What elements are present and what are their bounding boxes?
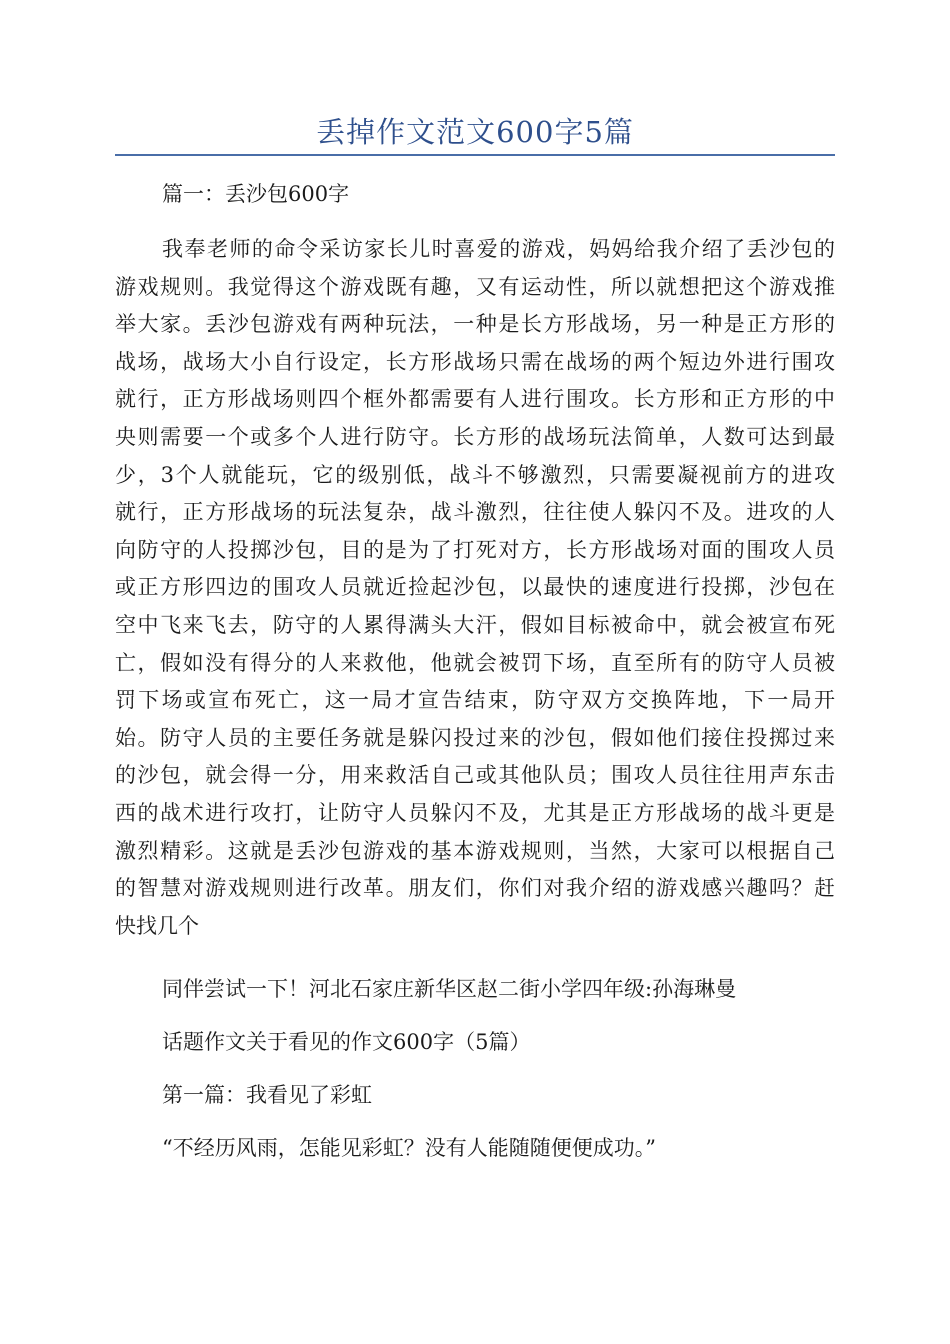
title-underline [115, 154, 835, 156]
body-line: 罚下场或宣布死亡，这一局才宣告结束，防守双方交换阵地，下一局开 [115, 688, 835, 713]
body-line: 举大家。丢沙包游戏有两种玩法，一种是长方形战场，另一种是正方形的 [115, 312, 835, 337]
body-line: 少，3个人就能玩，它的级别低，战斗不够激烈，只需要凝视前方的进攻 [115, 462, 835, 487]
body-paragraph [115, 231, 835, 945]
body-line: 空中飞来飞去，防守的人累得满头大汗，假如目标被命中，就会被宣布死 [115, 612, 835, 637]
body-line: 就行，正方形战场则四个框外都需要有人进行围攻。长方形和正方形的中 [115, 387, 835, 412]
body-line: 的沙包，就会得一分，用来救活自己或其他队员；围攻人员往往用声东击 [115, 763, 835, 788]
body-line: 我奉老师的命令采访家长儿时喜爱的游戏，妈妈给我介绍了丢沙包的 [162, 237, 835, 261]
document-title: 丢掉作文范文600字5篇 [316, 115, 634, 149]
body-line: 的智慧对游戏规则进行改革。朋友们，你们对我介绍的游戏感兴趣吗？赶 [115, 876, 835, 901]
body-line: 亡，假如没有得分的人来救他，他就会被罚下场，直至所有的防守人员被 [115, 650, 835, 675]
body-line: 始。防守人员的主要任务就是躲闪投过来的沙包，假如他们接住投掷过来 [115, 725, 835, 750]
body-line: 游戏规则。我觉得这个游戏既有趣，又有运动性，所以就想把这个游戏推 [115, 274, 835, 299]
quote-paragraph: “不经历风雨，怎能见彩虹？没有人能随随便便成功。” [162, 1136, 656, 1160]
body-line: 快找几个 [115, 913, 199, 938]
body-line: 向防守的人投掷沙包，目的是为了打死对方，长方形战场对面的围攻人员 [115, 537, 835, 562]
body-line: 就行，正方形战场的玩法复杂，战斗激烈，往往使人躲闪不及。进攻的人 [115, 500, 835, 525]
companion-paragraph: 同伴尝试一下！河北石家庄新华区赵二街小学四年级:孙海琳曼 [162, 977, 737, 1001]
body-line: 战场，战场大小自行设定，长方形战场只需在战场的两个短边外进行围攻 [115, 349, 835, 374]
body-line: 西的战术进行攻打，让防守人员躲闪不及，尤其是正方形战场的战斗更是 [115, 800, 835, 825]
body-line: 或正方形四边的围攻人员就近捡起沙包，以最快的速度进行投掷，沙包在 [115, 575, 835, 600]
section-heading: 篇一：丢沙包600字 [162, 182, 350, 206]
body-line: 央则需要一个或多个人进行防守。长方形的战场玩法简单，人数可达到最 [115, 424, 835, 449]
topic-heading: 话题作文关于看见的作文600字（5篇） [162, 1030, 531, 1054]
body-line: 激烈精彩。这就是丢沙包游戏的基本游戏规则，当然，大家可以根据自己 [115, 838, 835, 863]
first-article-heading: 第一篇：我看见了彩虹 [162, 1083, 372, 1107]
